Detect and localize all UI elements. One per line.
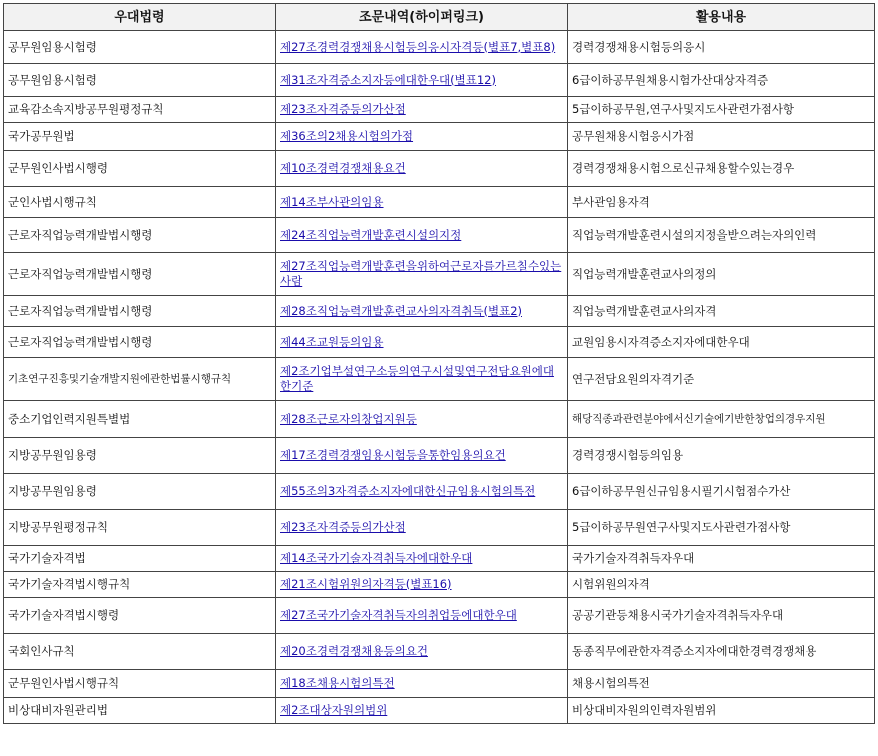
usage-cell: 직업능력개발훈련시설의지정을받으려는자의인력 [568, 218, 875, 253]
table-row [4, 358, 875, 401]
law-cell: 군인사법시행규칙 [4, 187, 276, 218]
table-row [4, 253, 875, 296]
article-cell [276, 634, 568, 670]
law-cell: 국가기술자격법시행규칙 [4, 572, 276, 598]
article-link[interactable]: 제2조기업부설연구소등의연구시설및연구전담요원에대한기준 [280, 364, 554, 393]
usage-cell: 경력경쟁시험등의임용 [568, 438, 875, 474]
usage-cell: 교원임용시자격증소지자에대한우대 [568, 327, 875, 358]
table-row [4, 31, 875, 64]
article-cell [276, 401, 568, 438]
usage-cell: 경력경쟁채용시험으로신규채용할수있는경우 [568, 151, 875, 187]
article-cell [276, 572, 568, 598]
table-row [4, 572, 875, 598]
table-row [4, 296, 875, 327]
article-link[interactable]: 제28조근로자의창업지원등 [280, 411, 417, 426]
article-link[interactable]: 제44조교원등의임용 [280, 334, 384, 349]
article-link[interactable]: 제36조의2채용시험의가점 [280, 129, 414, 143]
header-article: 조문내역(하이퍼링크) [276, 4, 568, 31]
table-row [4, 670, 875, 698]
law-cell: 근로자직업능력개발법시행령 [4, 253, 276, 296]
usage-cell: 부사관임용자격 [568, 187, 875, 218]
table-row [4, 327, 875, 358]
usage-cell: 비상대비자원의인력자원범위 [568, 698, 875, 724]
header-law: 우대법령 [4, 4, 276, 31]
table-row [4, 438, 875, 474]
table-row [4, 698, 875, 724]
table-body [4, 31, 875, 724]
preferential-law-table-container [3, 3, 874, 724]
header-row [4, 4, 875, 31]
usage-cell [568, 401, 875, 438]
law-cell: 공무원임용시험령 [4, 31, 276, 64]
table-row [4, 123, 875, 151]
article-link[interactable]: 제18조채용시험의특전 [280, 676, 395, 690]
table-row [4, 634, 875, 670]
table-row [4, 151, 875, 187]
usage-cell: 채용시험의특전 [568, 670, 875, 698]
law-cell: 지방공무원평정규칙 [4, 510, 276, 546]
usage-cell: 경력경쟁채용시험등의응시 [568, 31, 875, 64]
law-cell: 공무원임용시험령 [4, 64, 276, 97]
article-cell [276, 438, 568, 474]
article-link[interactable]: 제24조직업능력개발훈련시설의지정 [280, 227, 462, 242]
article-link[interactable]: 제23조자격증등의가산점 [280, 102, 406, 116]
usage-cell: 연구전담요원의자격기준 [568, 358, 875, 401]
law-cell: 국회인사규칙 [4, 634, 276, 670]
table-row [4, 187, 875, 218]
usage-cell: 5급이하공무원연구사및지도사관련가점사항 [568, 510, 875, 546]
article-link[interactable]: 제31조자격증소지자등에대한우대(별표12) [280, 72, 496, 87]
usage-text: 해당직종과관련분야에서신기술에기반한창업의경우지원 [572, 413, 826, 425]
article-link[interactable]: 제14조부사관의임용 [280, 194, 384, 209]
table-row [4, 598, 875, 634]
article-cell [276, 327, 568, 358]
table-row [4, 401, 875, 438]
usage-cell: 시험위원의자격 [568, 572, 875, 598]
table-row [4, 474, 875, 510]
law-cell: 지방공무원임용령 [4, 438, 276, 474]
article-cell [276, 670, 568, 698]
table-row [4, 546, 875, 572]
article-cell [276, 64, 568, 97]
table-row [4, 97, 875, 123]
article-cell [276, 187, 568, 218]
law-cell [4, 358, 276, 401]
law-text: 기초연구진흥및기술개발지원에관한법률시행규칙 [8, 373, 232, 385]
law-cell: 국가기술자격법 [4, 546, 276, 572]
usage-cell: 공공기관등채용시국가기술자격취득자우대 [568, 598, 875, 634]
article-link[interactable]: 제27조국가기술자격취득자의취업등에대한우대 [280, 608, 517, 622]
table-row [4, 510, 875, 546]
article-link[interactable]: 제14조국가기술자격취득자에대한우대 [280, 551, 473, 565]
article-link[interactable]: 제27조직업능력개발훈련을위하여근로자를가르칠수있는사람 [280, 259, 562, 288]
law-cell: 중소기업인력지원특별법 [4, 401, 276, 438]
article-link[interactable]: 제17조경력경쟁임용시험등을통한임용의요건 [280, 448, 506, 462]
usage-cell: 국가기술자격취득자우대 [568, 546, 875, 572]
usage-cell: 6급이하공무원신규임용시필기시험점수가산 [568, 474, 875, 510]
article-cell [276, 97, 568, 123]
table-row [4, 64, 875, 97]
law-cell: 교육감소속지방공무원평정규칙 [4, 97, 276, 123]
article-link[interactable]: 제27조경력경쟁채용시험등의응시자격등(별표7,별표8) [280, 39, 556, 54]
usage-cell: 5급이하공무원,연구사및지도사관련가점사항 [568, 97, 875, 123]
article-cell [276, 296, 568, 327]
article-link[interactable]: 제10조경력경쟁채용요건 [280, 161, 406, 175]
law-cell: 군무원인사법시행규칙 [4, 670, 276, 698]
law-cell: 국가공무원법 [4, 123, 276, 151]
article-cell [276, 31, 568, 64]
law-cell: 지방공무원임용령 [4, 474, 276, 510]
article-cell [276, 474, 568, 510]
usage-cell: 동종직무에관한자격증소지자에대한경력경쟁채용 [568, 634, 875, 670]
article-cell [276, 123, 568, 151]
law-cell: 근로자직업능력개발법시행령 [4, 218, 276, 253]
article-cell [276, 151, 568, 187]
law-cell: 비상대비자원관리법 [4, 698, 276, 724]
usage-cell: 직업능력개발훈련교사의정의 [568, 253, 875, 296]
usage-cell: 6급이하공무원채용시험가산대상자격증 [568, 64, 875, 97]
table-row [4, 218, 875, 253]
article-link[interactable]: 제23조자격증등의가산점 [280, 520, 406, 534]
article-link[interactable]: 제21조시험위원의자격등(별표16) [280, 577, 452, 591]
article-link[interactable]: 제55조의3자격증소지자에대한신규임용시험의특전 [280, 484, 536, 498]
law-cell: 근로자직업능력개발법시행령 [4, 327, 276, 358]
article-link[interactable]: 제20조경력경쟁채용등의요건 [280, 644, 428, 658]
usage-cell: 공무원채용시험응시가점 [568, 123, 875, 151]
article-cell [276, 358, 568, 401]
article-cell [276, 698, 568, 724]
article-cell [276, 510, 568, 546]
article-cell [276, 218, 568, 253]
article-cell [276, 598, 568, 634]
header-usage: 활용내용 [568, 4, 875, 31]
article-link[interactable]: 제28조직업능력개발훈련교사의자격취득(별표2) [280, 303, 522, 318]
law-cell: 국가기술자격법시행령 [4, 598, 276, 634]
preferential-law-table [3, 3, 875, 724]
table-header [4, 4, 875, 31]
article-cell [276, 253, 568, 296]
law-cell: 군무원인사법시행령 [4, 151, 276, 187]
article-cell [276, 546, 568, 572]
usage-cell: 직업능력개발훈련교사의자격 [568, 296, 875, 327]
law-cell: 근로자직업능력개발법시행령 [4, 296, 276, 327]
article-link[interactable]: 제2조대상자원의범위 [280, 703, 388, 717]
